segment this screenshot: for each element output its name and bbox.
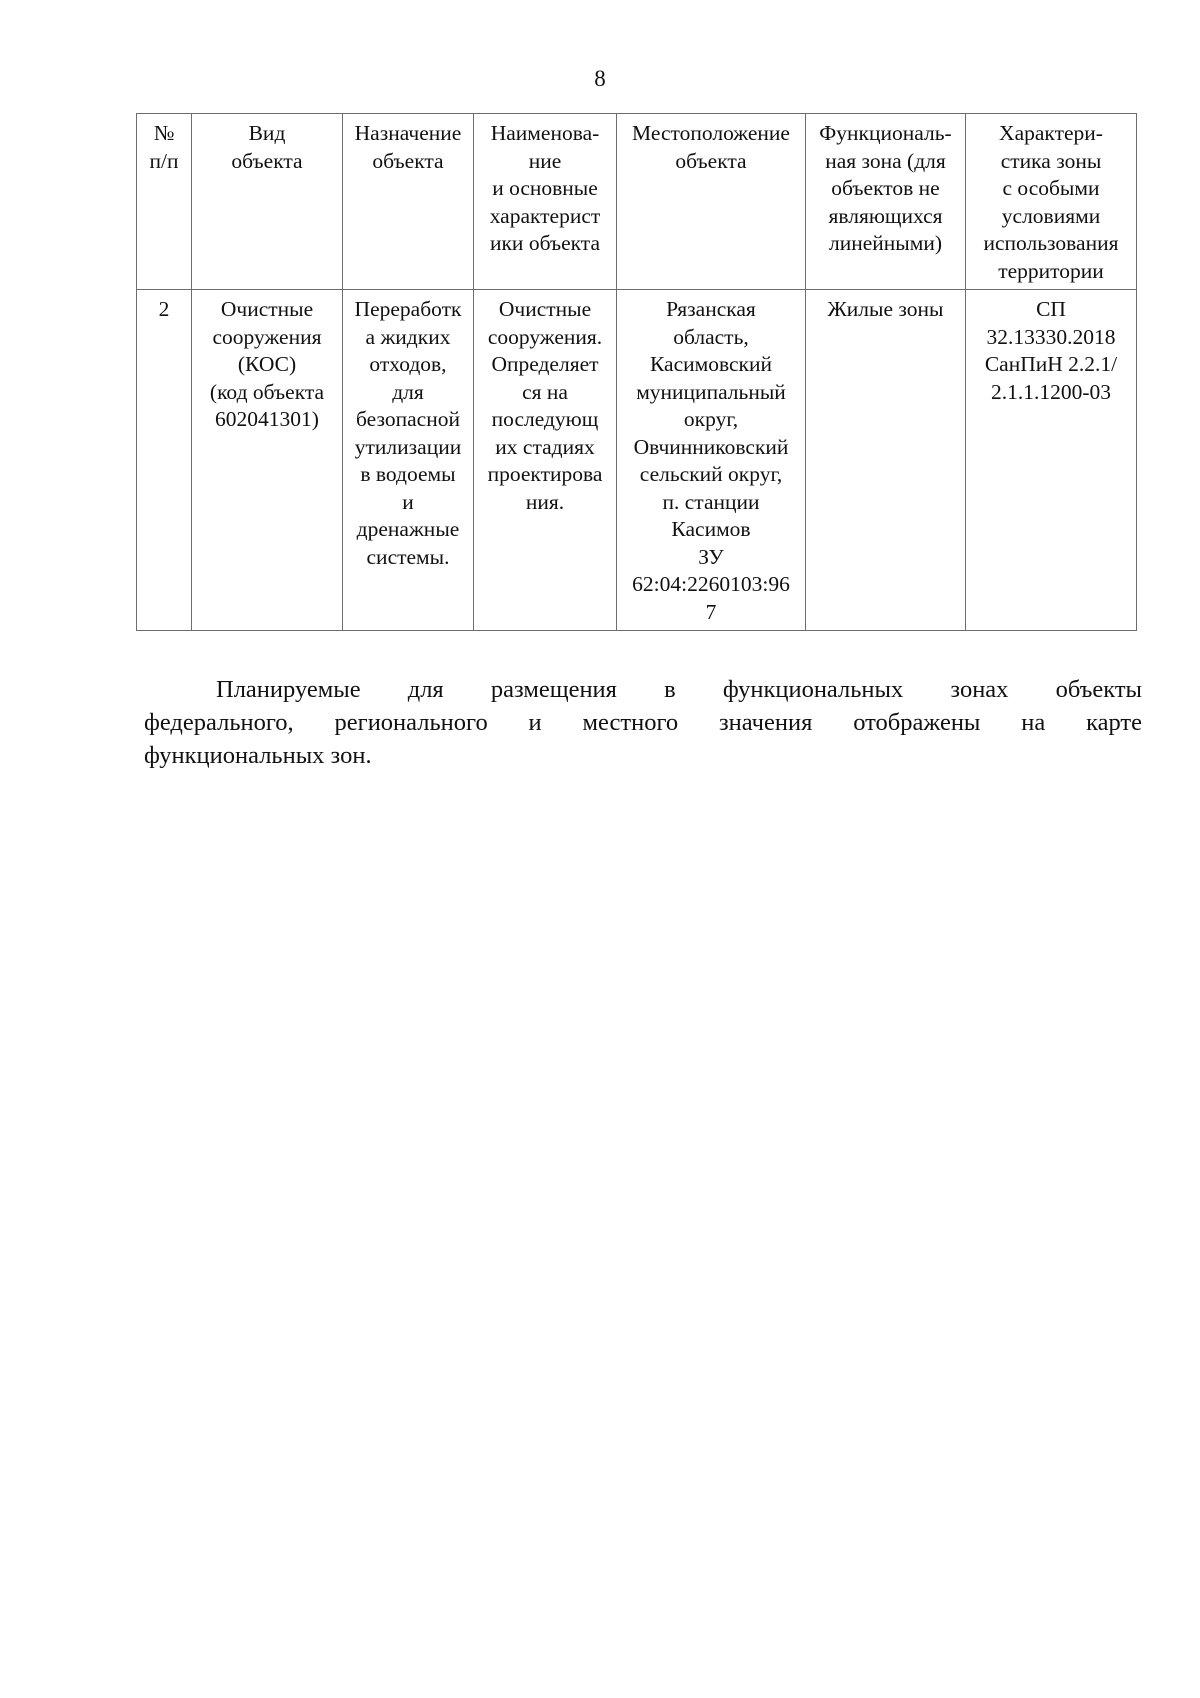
cell-line: Местоположение bbox=[632, 121, 790, 145]
cell-line: отходов, bbox=[369, 352, 447, 376]
cell-line: область, bbox=[673, 324, 749, 349]
cell-line: 602041301) bbox=[215, 407, 319, 431]
cell-line: их стадиях bbox=[495, 434, 595, 459]
cell-line: последующ bbox=[491, 407, 599, 431]
cell-line: ЗУ bbox=[698, 544, 724, 569]
cell-line: Назначение bbox=[354, 121, 462, 145]
cell-line: 62:04:2260103:96 bbox=[632, 572, 790, 596]
cell-line: и bbox=[402, 489, 414, 514]
header-cell-location bbox=[617, 114, 806, 290]
header-cell-purpose bbox=[343, 114, 474, 290]
header-cell-zone-characteristic bbox=[966, 114, 1137, 290]
table-header-row bbox=[137, 114, 1137, 290]
cell-line: и основные bbox=[492, 176, 598, 200]
cell-line: № bbox=[153, 121, 175, 145]
cell-line: Рязанская bbox=[666, 297, 756, 321]
table-row bbox=[137, 290, 1137, 631]
cell-line: линейными) bbox=[828, 231, 942, 255]
cell-line: ся на bbox=[522, 379, 568, 404]
cell-line: Переработк bbox=[354, 297, 462, 321]
cell-line: для bbox=[392, 379, 424, 404]
header-cell-functional-zone bbox=[806, 114, 966, 290]
cell-line: муниципальный bbox=[636, 379, 786, 404]
cell-line: п. станции bbox=[662, 489, 760, 514]
cell-line: с особыми bbox=[1002, 176, 1100, 200]
cell-line: ики объекта bbox=[489, 231, 600, 255]
cell-line: 2.1.1.1200-03 bbox=[990, 379, 1112, 404]
cell-line: 7 bbox=[705, 599, 717, 624]
objects-table bbox=[136, 113, 1137, 631]
cell-functional-zone bbox=[806, 290, 966, 631]
cell-line: сооружения. bbox=[487, 324, 603, 349]
cell-line: являющихся bbox=[828, 203, 943, 228]
cell-line: Жилые зоны bbox=[827, 297, 944, 321]
cell-location bbox=[617, 290, 806, 631]
cell-line: ние bbox=[528, 148, 562, 173]
cell-line: объекта bbox=[372, 148, 444, 173]
cell-purpose bbox=[343, 290, 474, 631]
cell-number bbox=[137, 290, 192, 631]
cell-line: 32.13330.2018 bbox=[986, 324, 1116, 349]
cell-line: Касимовский bbox=[649, 352, 773, 376]
cell-line: а жидких bbox=[365, 324, 451, 349]
paragraph-line: функциональных зон. bbox=[144, 742, 372, 769]
cell-line: системы. bbox=[366, 544, 450, 569]
cell-line: Функциональ- bbox=[819, 121, 952, 145]
cell-line: дренажные bbox=[356, 517, 460, 541]
cell-line: стика зоны bbox=[1000, 148, 1102, 173]
cell-line: сооружения bbox=[212, 324, 322, 349]
cell-line: Характери- bbox=[999, 121, 1103, 145]
cell-line: п/п bbox=[149, 148, 179, 173]
header-cell-number bbox=[137, 114, 192, 290]
cell-line: территории bbox=[998, 258, 1104, 283]
cell-line: Очистные bbox=[220, 297, 314, 321]
header-cell-object-type bbox=[192, 114, 343, 290]
cell-line: Очистные bbox=[498, 297, 592, 321]
cell-line: объекта bbox=[231, 148, 303, 173]
body-paragraph bbox=[144, 673, 1142, 772]
cell-object-type bbox=[192, 290, 343, 631]
cell-line: в водоемы bbox=[360, 462, 456, 486]
header-cell-name bbox=[474, 114, 617, 290]
cell-line: утилизации bbox=[354, 434, 462, 459]
paragraph-line: федерального, регионального и местного значения отображены на карте bbox=[144, 709, 1142, 736]
cell-line: ная зона (для bbox=[825, 148, 946, 173]
cell-line: проектирова bbox=[487, 462, 603, 486]
cell-line: безопасной bbox=[356, 407, 460, 431]
cell-line: (код объекта bbox=[209, 379, 325, 404]
cell-line: Вид bbox=[248, 121, 286, 145]
cell-line: ния. bbox=[525, 489, 565, 514]
cell-name bbox=[474, 290, 617, 631]
cell-line: характерист bbox=[489, 203, 601, 228]
cell-line: условиями bbox=[1001, 203, 1101, 228]
cell-line: использования bbox=[983, 231, 1119, 255]
cell-line: Овчинниковский bbox=[633, 434, 789, 459]
paragraph-line: Планируемые для размещения в функциональных зонах объекты bbox=[216, 676, 1142, 703]
cell-line: объектов не bbox=[831, 176, 940, 200]
cell-line: сельский округ, bbox=[639, 462, 783, 486]
cell-line: 2 bbox=[158, 297, 170, 321]
page-number: 8 bbox=[594, 66, 606, 91]
cell-line: (КОС) bbox=[237, 352, 297, 376]
cell-line: округ, bbox=[683, 407, 739, 431]
cell-line: СП bbox=[1036, 297, 1066, 321]
cell-line: Определяет bbox=[491, 352, 599, 376]
cell-line: СанПиН 2.2.1/ bbox=[984, 352, 1118, 376]
cell-line: объекта bbox=[675, 148, 747, 173]
cell-line: Касимов bbox=[671, 517, 751, 541]
cell-line: Наименова- bbox=[490, 121, 600, 145]
cell-zone-characteristic bbox=[966, 290, 1137, 631]
